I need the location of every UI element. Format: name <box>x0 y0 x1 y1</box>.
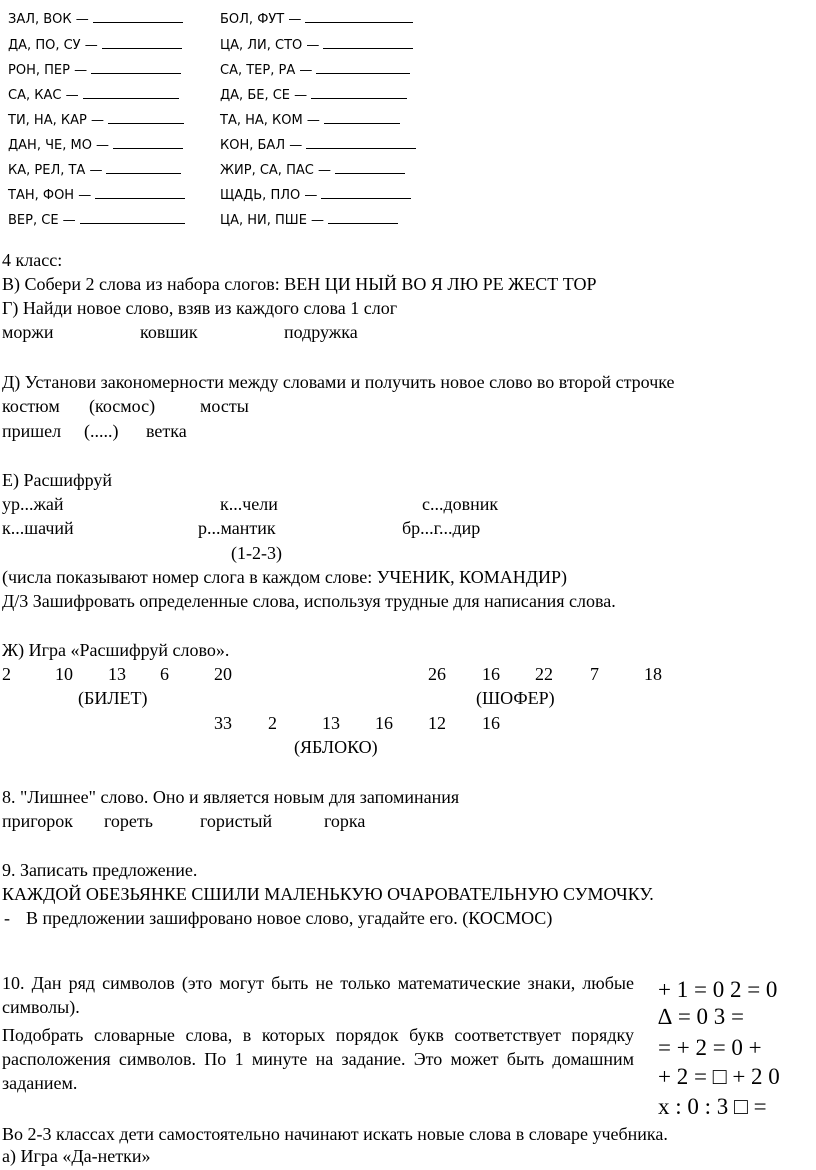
syllables: ТАН, ФОН — <box>8 188 92 203</box>
answer-blank <box>106 173 181 174</box>
answer-blank <box>321 198 411 199</box>
task-e-word: к...чели <box>220 494 278 514</box>
task-d-word: (космос) <box>89 396 156 416</box>
task-e-word: ур...жай <box>2 494 64 514</box>
answer-blank <box>83 98 179 99</box>
task-d3: Д/3 Зашифровать определенные слова, используя трудные для написания слова. <box>2 591 616 611</box>
syllables: КА, РЕЛ, ТА — <box>8 163 103 178</box>
syllable-row-left <box>8 113 184 128</box>
syllable-row-right <box>220 113 400 128</box>
syllable-row-right <box>220 63 410 78</box>
answer-blank <box>108 123 184 124</box>
task-d-word: костюм <box>2 396 60 416</box>
answer-blank <box>316 73 410 74</box>
syllable-row-right <box>220 138 416 153</box>
syllable-row-left <box>8 38 182 53</box>
task-d-word: пришел <box>2 421 62 441</box>
syllables: ТА, НА, КОМ — <box>220 113 320 128</box>
footer-line: Во 2-3 классах дети самостоятельно начинают искать новые слова в словаре учебника. <box>2 1124 668 1144</box>
syllable-row-right <box>220 12 413 27</box>
symbol-row: = + 2 = 0 + <box>658 1035 762 1060</box>
code-number: 2 <box>2 664 11 684</box>
syllables: ЗАЛ, ВОК — <box>8 12 89 27</box>
task-e: Е) Расшифруй <box>2 470 113 490</box>
syllable-row-left <box>8 88 179 103</box>
task-e-word: р...мантик <box>198 518 276 538</box>
code-number: 13 <box>322 713 340 733</box>
game-title: Ж) Игра «Расшифруй слово». <box>2 640 230 660</box>
code-number: 7 <box>590 664 599 684</box>
syllable-row-right <box>220 213 398 228</box>
syllables: ВЕР, СЕ — <box>8 213 76 228</box>
task-g-word: ковшик <box>140 322 198 342</box>
code-number: 33 <box>214 713 232 733</box>
footer-line: а) Игра «Да-нетки» <box>2 1146 151 1166</box>
task8-word: горка <box>324 811 366 831</box>
syllable-row-left <box>8 163 181 178</box>
task-g-word: моржи <box>2 322 54 342</box>
code-number: 18 <box>644 664 662 684</box>
code-answer: (ШОФЕР) <box>476 688 555 708</box>
task-e-word: к...шачий <box>2 518 74 538</box>
code-number: 26 <box>428 664 446 684</box>
symbol-row: ∆ = 0 3 = <box>658 1004 745 1029</box>
answer-blank <box>311 98 407 99</box>
task-v: В) Собери 2 слова из набора слогов: ВЕН ЦИ НЫЙ ВО Я ЛЮ РЕ ЖЕСТ ТОР <box>2 274 597 294</box>
task9-sentence: КАЖДОЙ ОБЕЗЬЯНКЕ СШИЛИ МАЛЕНЬКУЮ ОЧАРОВАТЕЛЬНУЮ СУМОЧКУ. <box>2 884 654 904</box>
symbol-row: x : 0 : 3 □ = <box>658 1094 767 1119</box>
syllables: ДА, БЕ, СЕ — <box>220 88 308 103</box>
syllables: ДА, ПО, СУ — <box>8 38 98 53</box>
code-number: 16 <box>375 713 393 733</box>
answer-blank <box>324 123 400 124</box>
syllable-row-right <box>220 88 407 103</box>
syllable-row-right <box>220 163 405 178</box>
syllables: ЦА, ЛИ, СТО — <box>220 38 320 53</box>
answer-blank <box>80 223 185 224</box>
answer-blank <box>102 48 182 49</box>
answer-blank <box>306 148 416 149</box>
bullet: - <box>4 908 10 928</box>
symbol-row: + 1 = 0 2 = 0 <box>658 977 778 1002</box>
task8-word: пригорок <box>2 811 73 831</box>
answer-blank <box>93 22 183 23</box>
code-number: 16 <box>482 664 500 684</box>
syllables: ЩАДЬ, ПЛО — <box>220 188 318 203</box>
code-number: 13 <box>108 664 126 684</box>
syllables: ТИ, НА, КАР — <box>8 113 104 128</box>
task-g: Г) Найди новое слово, взяв из каждого слова 1 слог <box>2 298 398 318</box>
task-e-code: (1-2-3) <box>231 543 282 563</box>
answer-blank <box>305 22 413 23</box>
syllables: СА, КАС — <box>8 88 79 103</box>
task-d-word: мосты <box>200 396 249 416</box>
syllable-row-left <box>8 213 185 228</box>
answer-blank <box>95 198 185 199</box>
task-d: Д) Установи закономерности между словами и получить новое слово во второй строчке <box>2 372 675 392</box>
syllables: РОН, ПЕР — <box>8 63 88 78</box>
task10-body: Подобрать словарные слова, в которых порядок букв соответствует порядку расположения символов. По 1 минуте на задание. Это может быть домашним заданием. <box>2 1025 634 1093</box>
code-answer: (БИЛЕТ) <box>78 688 148 708</box>
code-number: 12 <box>428 713 446 733</box>
code-number: 10 <box>55 664 73 684</box>
task-d-word: (.....) <box>84 421 119 441</box>
answer-blank <box>323 48 413 49</box>
task9-title: 9. Записать предложение. <box>2 860 198 880</box>
task9-note: В предложении зашифровано новое слово, угадайте его. (КОСМОС) <box>26 908 553 928</box>
code-number: 6 <box>160 664 169 684</box>
task-e-word: с...довник <box>422 494 499 514</box>
syllable-row-right <box>220 38 413 53</box>
syllable-row-right <box>220 188 411 203</box>
task8-title: 8. "Лишнее" слово. Оно и является новым для запоминания <box>2 787 460 807</box>
answer-blank <box>328 223 398 224</box>
code-number: 22 <box>535 664 553 684</box>
answer-blank <box>91 73 181 74</box>
code-number: 2 <box>268 713 277 733</box>
syllables: БОЛ, ФУТ — <box>220 12 302 27</box>
task-g-word: подружка <box>284 322 358 342</box>
task-e-note: (числа показывают номер слога в каждом слове: УЧЕНИК, КОМАНДИР) <box>2 567 568 587</box>
syllables: СА, ТЕР, РА — <box>220 63 313 78</box>
answer-blank <box>113 148 183 149</box>
code-number: 16 <box>482 713 500 733</box>
code-number: 20 <box>214 664 232 684</box>
task8-word: гореть <box>104 811 153 831</box>
syllable-row-left <box>8 12 183 27</box>
syllables: ДАН, ЧЕ, МО — <box>8 138 110 153</box>
syllable-row-left <box>8 63 181 78</box>
task10-title: 10. Дан ряд символов (это могут быть не только математические знаки, любые символы). <box>2 973 634 1017</box>
code-answer: (ЯБЛОКО) <box>294 737 378 757</box>
answer-blank <box>335 173 405 174</box>
task-d-word: ветка <box>146 421 187 441</box>
syllables: КОН, БАЛ — <box>220 138 303 153</box>
syllable-row-left <box>8 188 185 203</box>
grade-heading: 4 класс: <box>2 250 63 270</box>
symbol-row: + 2 = □ + 2 0 <box>658 1064 780 1089</box>
syllables: ЦА, НИ, ПШЕ — <box>220 213 325 228</box>
syllables: ЖИР, СА, ПАС — <box>220 163 331 178</box>
task-e-word: бр...г...дир <box>402 518 481 538</box>
task8-word: гористый <box>200 811 273 831</box>
syllable-row-left <box>8 138 183 153</box>
